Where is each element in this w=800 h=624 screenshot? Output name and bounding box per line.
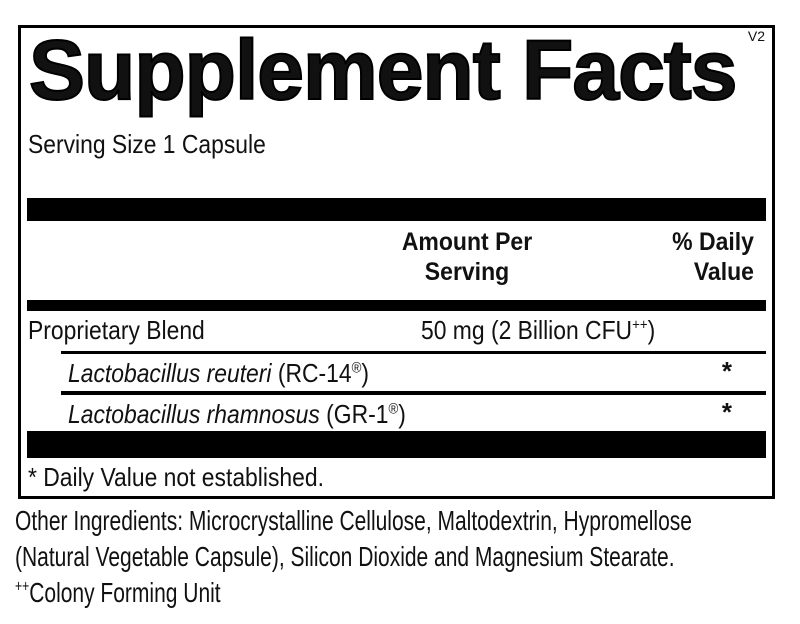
species-name: Lactobacillus rhamnosus — [68, 399, 320, 429]
other-ingredients-line2 — [15, 539, 800, 575]
registered-trademark-icon: ® — [351, 359, 362, 377]
dv-footnote-row — [27, 458, 766, 496]
dv-header-line2: Value — [693, 258, 754, 286]
cfu-superscript: ++ — [632, 316, 648, 334]
amount-header-line2: Serving — [424, 258, 510, 286]
amount-per-serving-header — [402, 227, 532, 287]
daily-value-asterisk: * — [721, 397, 732, 427]
ingredient-text — [68, 359, 369, 388]
ingredient-row-reuteri — [61, 351, 766, 391]
column-header-row — [27, 226, 766, 288]
blend-amount — [421, 316, 687, 345]
thick-divider-middle — [27, 300, 766, 311]
blend-amount-close: ) — [647, 315, 656, 345]
ingredient-row-rhamnosus — [61, 391, 766, 431]
species-name: Lactobacillus reuteri — [68, 358, 272, 388]
strain-close: ) — [398, 399, 406, 429]
version-tag: V2 — [747, 28, 765, 44]
amount-header-line1: Amount Per — [401, 228, 533, 256]
daily-value-asterisk: * — [721, 356, 732, 386]
other-ingredients-text1: Other Ingredients: Microcrystalline Cellulose, Maltodextrin, Hypromellose — [15, 505, 692, 536]
supplement-label-page — [0, 25, 800, 624]
panel-title: Supplement Facts — [29, 23, 737, 117]
blend-amount-text: 50 mg (2 Billion CFU — [421, 315, 633, 345]
cfu-footnote — [15, 575, 800, 611]
strain-close: ) — [361, 358, 370, 388]
thick-divider-bottom — [27, 431, 766, 458]
registered-trademark-icon: ® — [388, 400, 399, 418]
supplement-facts-panel — [18, 25, 775, 499]
cfu-footnote-superscript: ++ — [15, 577, 30, 596]
strain-open: (RC-14 — [271, 358, 352, 388]
percent-daily-value-header — [672, 227, 754, 287]
thick-divider-top — [27, 198, 766, 221]
ingredient-text — [68, 400, 406, 429]
other-ingredients-line1 — [15, 503, 800, 539]
other-ingredients-section — [15, 503, 800, 611]
proprietary-blend-row — [27, 311, 766, 351]
blend-name: Proprietary Blend — [28, 315, 205, 345]
other-ingredients-text2: (Natural Vegetable Capsule), Silicon Dioxide and Magnesium Stearate. — [15, 541, 675, 572]
serving-size-row — [28, 130, 766, 158]
strain-open: (GR-1 — [319, 399, 389, 429]
cfu-footnote-text: Colony Forming Unit — [29, 577, 221, 608]
dv-footnote-text: * Daily Value not established. — [28, 462, 324, 492]
dv-header-line1: % Daily — [672, 228, 754, 256]
serving-size-text: Serving Size 1 Capsule — [28, 129, 266, 159]
